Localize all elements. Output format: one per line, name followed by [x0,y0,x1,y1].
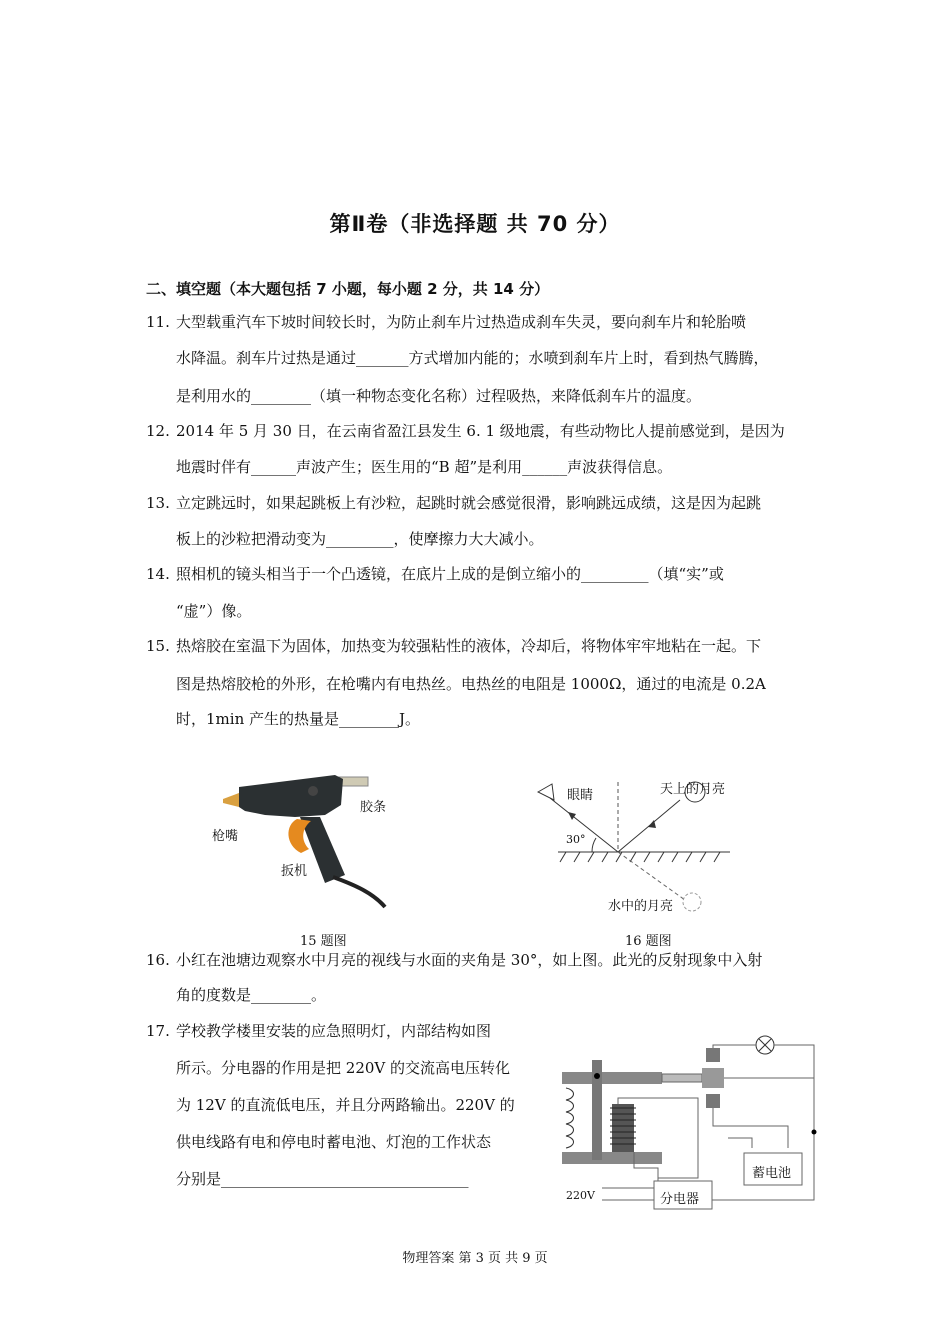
q11-text: 大型载重汽车下坡时间较长时，为防止刹车片过热造成刹车失灵，要向刹车片和轮胎喷 [176,313,747,331]
moving-contact [702,1068,724,1088]
label-water-moon: 水中的月亮 [608,899,674,914]
fig16-caption: 16 题图 [625,934,672,949]
electromagnet-core [612,1104,634,1152]
q14-text: 照相机的镜头相当于一个凸透镜，在底片上成的是倒立缩小的_________（填“实”或 [176,565,724,583]
gun-cable [333,877,385,907]
label-nozzle: 枪嘴 [212,829,239,844]
q12-text: 2014 年 5 月 30 日，在云南省盈江县发生 6. 1 级地震，有些动物比人提前感觉到，是因为 [176,422,785,440]
q13-number: 13. [146,494,170,512]
q13-line1 [146,493,761,513]
reflected-arrow [568,812,576,820]
q17-line1 [146,1021,491,1041]
q17-line2: 所示。分电器的作用是把 220V 的交流高电压转化 [176,1059,511,1077]
gun-body [239,775,343,817]
label-trigger: 扳机 [281,864,308,879]
q12-line1 [146,421,785,441]
armature-arm [662,1074,702,1082]
q15-text: 热熔胶在室温下为固体，加热变为较强粘性的液体，冷却后，将物体牢牢地粘在一起。下 [176,637,762,655]
q17-line5: 分别是_________________________________ [176,1170,469,1188]
emergency-light-circuit [558,1028,823,1213]
section-heading: 二、填空题（本大题包括 7 小题，每小题 2 分，共 14 分） [146,280,550,298]
spring [566,1088,574,1148]
q15-line1 [146,636,761,656]
q17-line3: 为 12V 的直流低电压，并且分两路输出。220V 的 [176,1096,515,1114]
label-distributor: 分电器 [660,1192,700,1207]
virtual-ray [618,852,685,900]
q16-text: 小红在池塘边观察水中月亮的视线与水面的夹角是 30°，如上图。此光的反射现象中入射 [176,951,763,969]
water-moon [683,893,701,911]
gun-nozzle [223,793,239,807]
q14-line1 [146,564,724,584]
q17-line4: 供电线路有电和停电时蓄电池、灯泡的工作状态 [176,1133,492,1151]
q13-line2: 板上的沙粒把滑动变为_________，使摩擦力大大减小。 [176,530,544,548]
q16-line2: 角的度数是________。 [176,986,327,1004]
q13-text: 立定跳远时，如果起跳板上有沙粒，起跳时就会感觉很滑，影响跳远成绩，这是因为起跳 [176,494,762,512]
contact-bottom [706,1094,720,1108]
gun-logo [308,786,318,796]
q12-line2: 地震时伴有______声波产生；医生用的“B 超”是利用______声波获得信息。 [176,458,673,476]
q12-number: 12. [146,422,170,440]
q14-line2: “虚”）像。 [176,602,252,620]
pivot-point [594,1073,600,1079]
label-battery: 蓄电池 [752,1166,792,1181]
q16-number: 16. [146,951,170,969]
q17-number: 17. [146,1022,170,1040]
contact-top [706,1048,720,1062]
label-glue-stick: 胶条 [360,800,387,815]
label-angle: 30° [566,833,586,846]
q11-number: 11. [146,313,170,331]
armature-bar [562,1072,662,1084]
q17-text: 学校教学楼里安装的应急照明灯，内部结构如图 [176,1022,492,1040]
q11-line2: 水降温。刹车片过热是通过_______方式增加内能的；水喷到刹车片上时，看到热气腾腾， [176,349,769,367]
q14-number: 14. [146,565,170,583]
eye-icon [538,784,554,800]
page-title: 第Ⅱ卷（非选择题 共 70 分） [329,212,621,236]
q11-line3: 是利用水的________（填一种物态变化名称）过程吸热，来降低刹车片的温度。 [176,387,702,405]
water-hatch [560,852,720,862]
label-sky-moon: 天上的月亮 [660,782,726,797]
q15-line3: 时，1min 产生的热量是________J。 [176,710,421,728]
label-eye: 眼睛 [567,788,594,803]
q16-line1 [146,950,762,970]
label-voltage: 220V [566,1189,595,1202]
base-plate [562,1152,662,1164]
page-footer: 物理答案 第 3 页 共 9 页 [402,1251,548,1266]
fig15-caption: 15 题图 [300,934,347,949]
angle-arc [592,838,596,852]
junction-dot [812,1130,817,1135]
q15-number: 15. [146,637,170,655]
q11-line1 [146,312,746,332]
q15-line2: 图是热熔胶枪的外形，在枪嘴内有电热丝。电热丝的电阻是 1000Ω，通过的电流是 0.2A [176,675,766,693]
